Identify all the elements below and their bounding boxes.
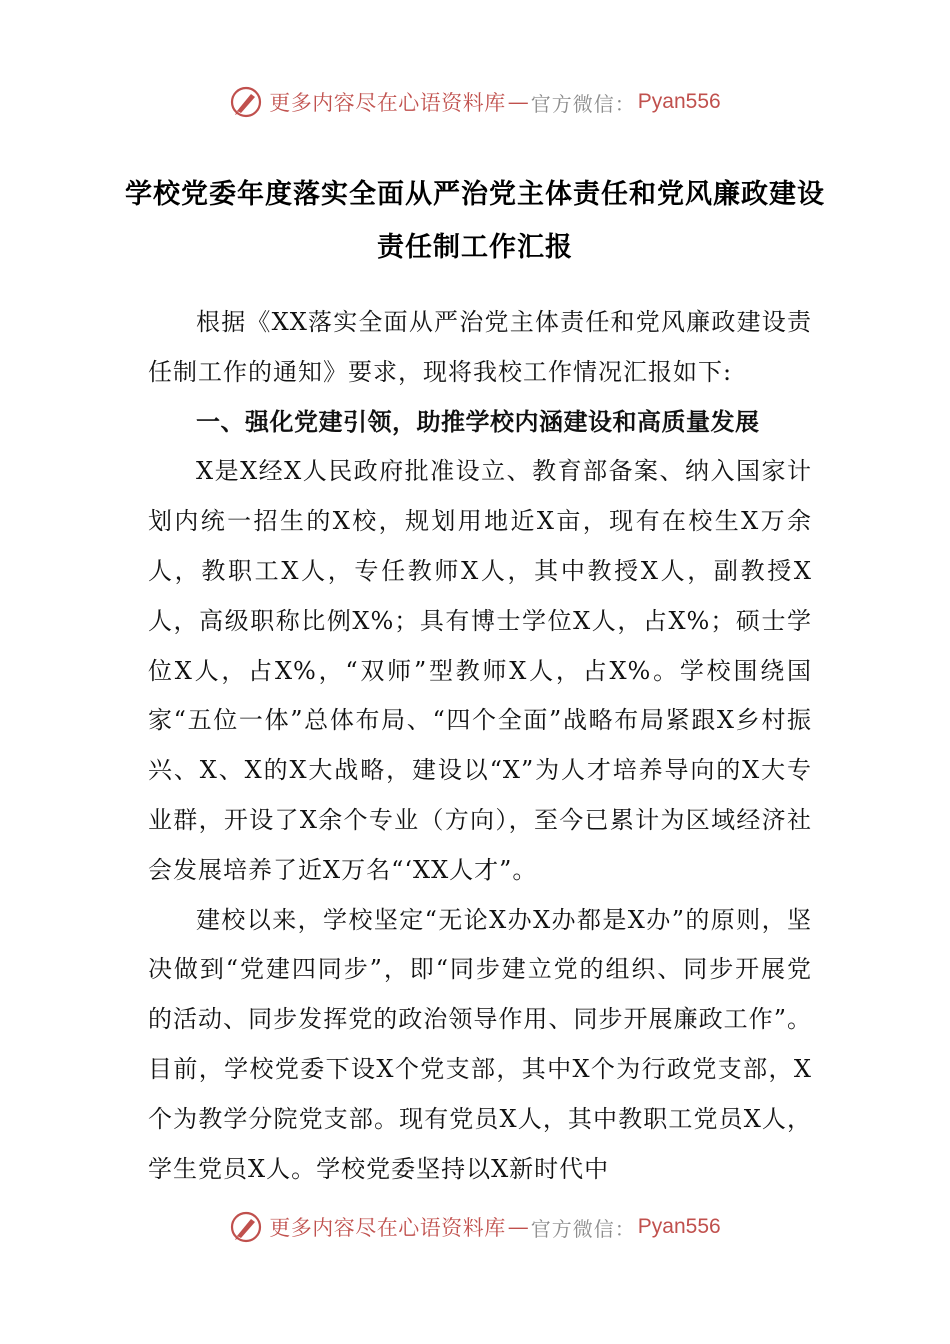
banner-separator: — [507, 90, 529, 114]
body-paragraph: X是X经X人民政府批准设立、教育部备案、纳入国家计划内统一招生的X校，规划用地近X亩，现有在校生X万余人，教职工X人，专任教师X人，其中教授X人，副教授X人，高级职称比例X%；具有博士学位X人，占X%；硕士学位X人，占X%，“双师”型教师X人，占X%。学校围绕国家“五位一体”总体布局、“四个全面”战略布局紧跟X乡村振兴、X、X的X大战略，建设以“X”为人才培养导向的X大专业群，开设了X余个专业（方向），至今已累计为区域经济社会发展培养了近X万名“‘XX人才”。 [148, 457, 812, 884]
body-paragraph: 建校以来，学校坚定“无论X办X办都是X办”的原则，坚决做到“党建四同步”，即“同步建立党的组织、同步开展党的活动、同步发挥党的政治领导作用、同步开展廉政工作”。目前，学校党委下设X个党支部，其中X个为行政党支部，X个为教学分院党支部。现有党员X人，其中教职工党员X人，学生党员X人。学校党委坚持以X新时代中 [148, 905, 812, 1183]
section-heading: 一、强化党建引领，助推学校内涵建设和高质量发展 [196, 407, 760, 436]
footer-banner [0, 1207, 950, 1247]
header-banner [0, 82, 950, 122]
banner-label: 官方微信： [530, 1216, 636, 1241]
banner-label: 官方微信： [530, 91, 636, 116]
banner-wechat-id: Pyan556 [637, 90, 721, 113]
banner-site-text: 更多内容尽在心语资料库 [269, 1216, 506, 1240]
document-body [148, 298, 812, 1194]
banner-site-text: 更多内容尽在心语资料库 [269, 91, 506, 115]
document-title-line1: 学校党委年度落实全面从严治党主体责任和党风廉政建设 [125, 179, 825, 210]
pen-nib-circle-icon [229, 1210, 263, 1244]
intro-paragraph: 根据《XX落实全面从严治党主体责任和党风廉政建设责任制工作的通知》要求，现将我校工作情况汇报如下: [148, 308, 812, 386]
pen-nib-circle-icon [229, 85, 263, 119]
document-title-line2: 责任制工作汇报 [377, 232, 573, 263]
banner-separator: — [507, 1215, 529, 1239]
banner-wechat-id: Pyan556 [637, 1215, 721, 1238]
